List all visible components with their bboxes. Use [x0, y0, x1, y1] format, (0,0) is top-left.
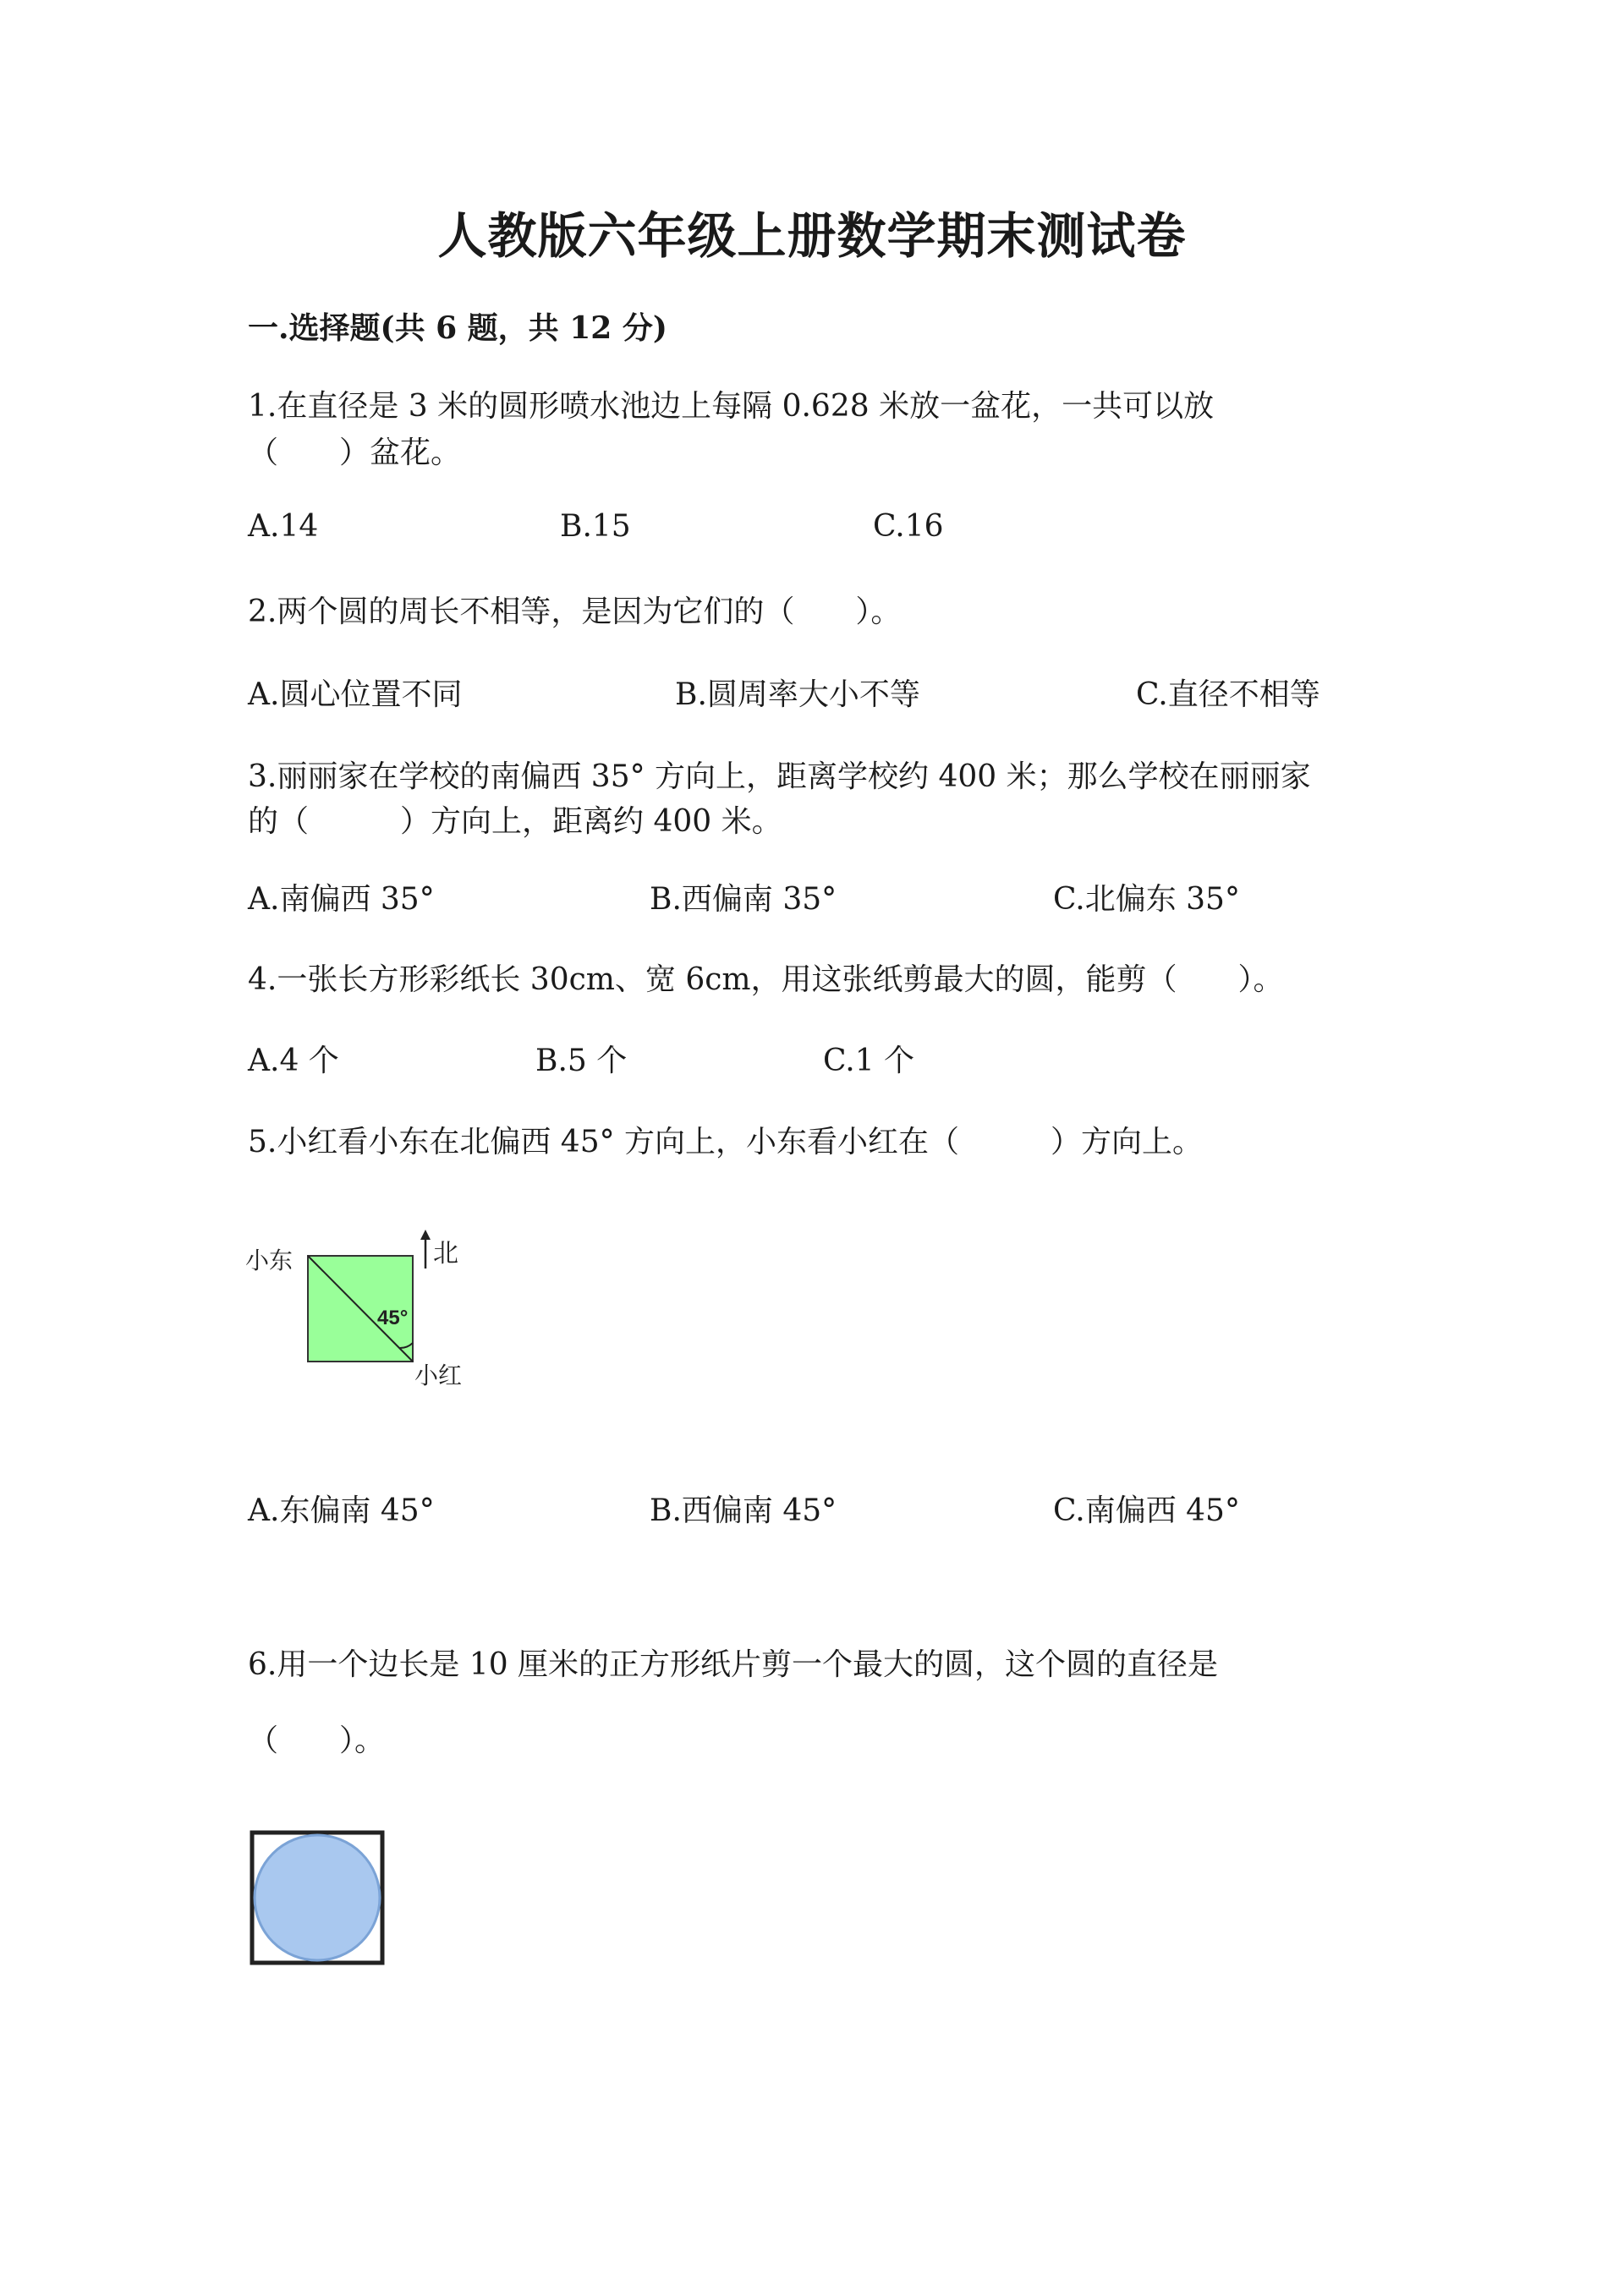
question-1-line-2: （ ）盆花。 — [248, 436, 462, 470]
question-5-line-1: 5.小红看小东在北偏西 45° 方向上，小东看小红在（ ）方向上。 — [248, 1125, 1204, 1159]
question-3-option-a: A.南偏西 35° — [248, 882, 435, 917]
question-6-line-1: 6.用一个边长是 10 厘米的正方形纸片剪一个最大的圆，这个圆的直径是 — [248, 1647, 1219, 1682]
question-5-option-a: A.东偏南 45° — [248, 1493, 435, 1528]
question-3-line-2: 的（ ）方向上，距离约 400 米。 — [248, 804, 782, 839]
question-4-option-c: C.1 个 — [823, 1044, 915, 1078]
question-6-line-2: （ ）。 — [248, 1723, 386, 1758]
cut-circle — [255, 1835, 380, 1960]
question-3-option-c: C.北偏东 35° — [1053, 882, 1240, 917]
label-xiaodong: 小东 — [245, 1247, 294, 1274]
question-1-line-1: 1.在直径是 3 米的圆形喷水池边上每隔 0.628 米放一盆花，一共可以放 — [248, 389, 1215, 424]
question-1-option-a: A.14 — [248, 509, 319, 544]
label-xiaohong: 小红 — [414, 1362, 463, 1389]
north-arrow-icon — [420, 1230, 431, 1240]
question-1-option-b: B.15 — [560, 509, 631, 544]
question-3-line-1: 3.丽丽家在学校的南偏西 35° 方向上，距离学校约 400 米；那么学校在丽丽家 — [248, 759, 1311, 794]
question-5-option-c: C.南偏西 45° — [1053, 1493, 1240, 1528]
question-4-option-a: A.4 个 — [248, 1044, 339, 1078]
direction-diagram — [245, 1226, 482, 1395]
question-5-option-b: B.西偏南 45° — [650, 1493, 837, 1528]
label-north: 北 — [433, 1240, 458, 1268]
question-2-option-b: B.圆周率大小不等 — [675, 677, 920, 712]
square-circle-diagram — [249, 1829, 389, 1970]
question-2-option-a: A.圆心位置不同 — [248, 677, 463, 712]
page-title: 人教版六年级上册数学期末测试卷 — [437, 207, 1187, 265]
question-2-line-1: 2.两个圆的周长不相等，是因为它们的（ ）。 — [248, 595, 902, 629]
question-1-option-c: C.16 — [873, 509, 944, 544]
question-4-option-b: B.5 个 — [535, 1044, 628, 1078]
question-2-option-c: C.直径不相等 — [1136, 677, 1320, 712]
question-3-option-b: B.西偏南 35° — [650, 882, 837, 917]
section-heading: 一.选择题(共 6 题，共 12 分) — [248, 310, 667, 346]
angle-label: 45° — [377, 1307, 409, 1329]
question-4-line-1: 4.一张长方形彩纸长 30cm、宽 6cm，用这张纸剪最大的圆，能剪（ ）。 — [248, 962, 1284, 997]
